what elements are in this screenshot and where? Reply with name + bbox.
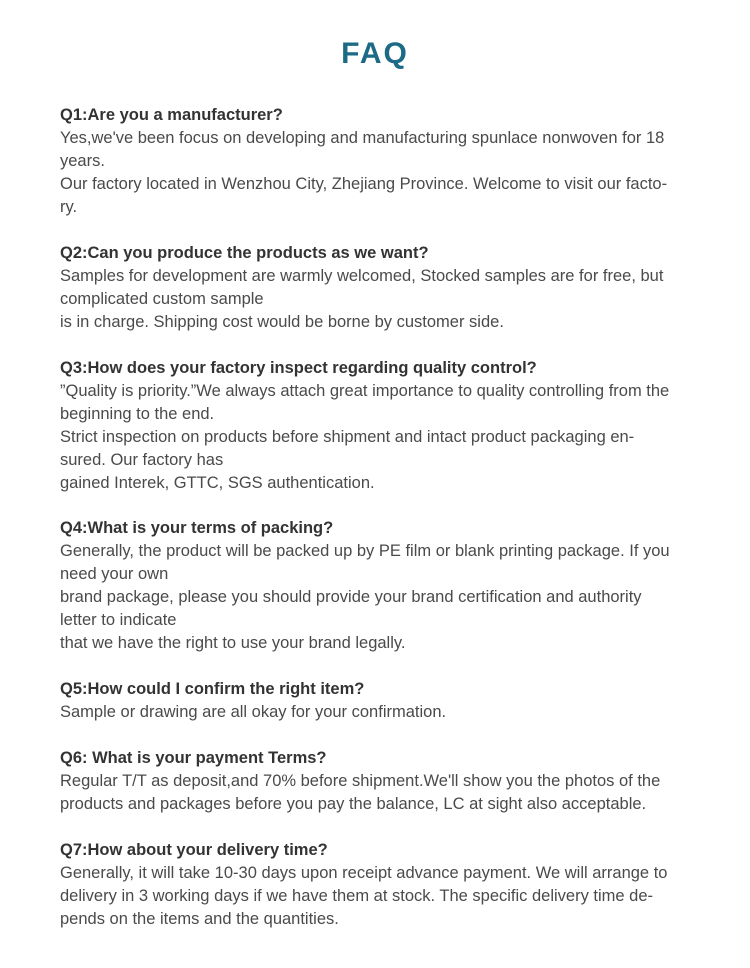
faq-answer-line: complicated custom sample [60,289,264,308]
faq-answer-line: years. [60,152,105,170]
faq-question: Q5:How could I confirm the right item? [60,680,365,699]
faq-answer-line: Our factory located in Wenzhou City, Zhejiang Province. Welcome to visit our facto- [60,175,668,193]
faq-answer-line: beginning to the end. [60,404,215,423]
faq-item-q4 [60,517,710,655]
faq-item-q7 [60,839,710,931]
faq-item-q3 [60,357,710,495]
faq-answer-line: pends on the items and the quantities. [60,909,339,928]
faq-answer-line: letter to indicate [60,611,177,630]
faq-answer-line: brand package, please you should provide your brand certification and authority [60,588,642,607]
faq-question: Q1:Are you a manufacturer? [60,106,283,124]
faq-question: Q4:What is your terms of packing? [60,519,334,538]
faq-answer-line: Yes,we've been focus on developing and manufacturing spunlace nonwoven for 18 [60,129,665,147]
faq-list [60,104,710,954]
faq-answer-line: that we have the right to use your brand legally. [60,634,406,653]
faq-answer-line: Samples for development are warmly welcomed, Stocked samples are for free, but [60,266,664,285]
faq-item-q6 [60,747,710,816]
faq-answer-line: Regular T/T as deposit,and 70% before shipment.We'll show you the photos of the [60,771,661,790]
faq-item-q5 [60,678,710,724]
faq-question: Q7:How about your delivery time? [60,840,328,859]
faq-answer-line: Generally, it will take 10-30 days upon receipt advance payment. We will arrange to [60,863,668,882]
faq-item-q2 [60,242,710,334]
faq-item-q1 [60,104,710,219]
faq-question: Q6: What is your payment Terms? [60,748,327,767]
faq-answer-line: ”Quality is priority.”We always attach great importance to quality controlling from the [60,381,670,400]
faq-answer-line: products and packages before you pay the balance, LC at sight also acceptable. [60,794,647,813]
faq-question: Q3:How does your factory inspect regarding quality control? [60,358,537,377]
faq-answer-line: Generally, the product will be packed up by PE film or blank printing package. If you [60,542,670,561]
faq-answer-line: sured. Our factory has [60,450,224,469]
faq-answer-line: delivery in 3 working days if we have them at stock. The specific delivery time de- [60,886,654,905]
faq-answer-line: gained Interek, GTTC, SGS authentication. [60,473,375,492]
faq-answer-line: is in charge. Shipping cost would be borne by customer side. [60,312,504,331]
page-title: FAQ [341,37,409,70]
faq-answer-line: need your own [60,565,169,584]
faq-question: Q2:Can you produce the products as we want? [60,243,429,262]
faq-answer-line: Strict inspection on products before shipment and intact product packaging en- [60,427,635,446]
faq-answer-line: Sample or drawing are all okay for your confirmation. [60,703,447,722]
faq-answer-line: ry. [60,198,78,216]
